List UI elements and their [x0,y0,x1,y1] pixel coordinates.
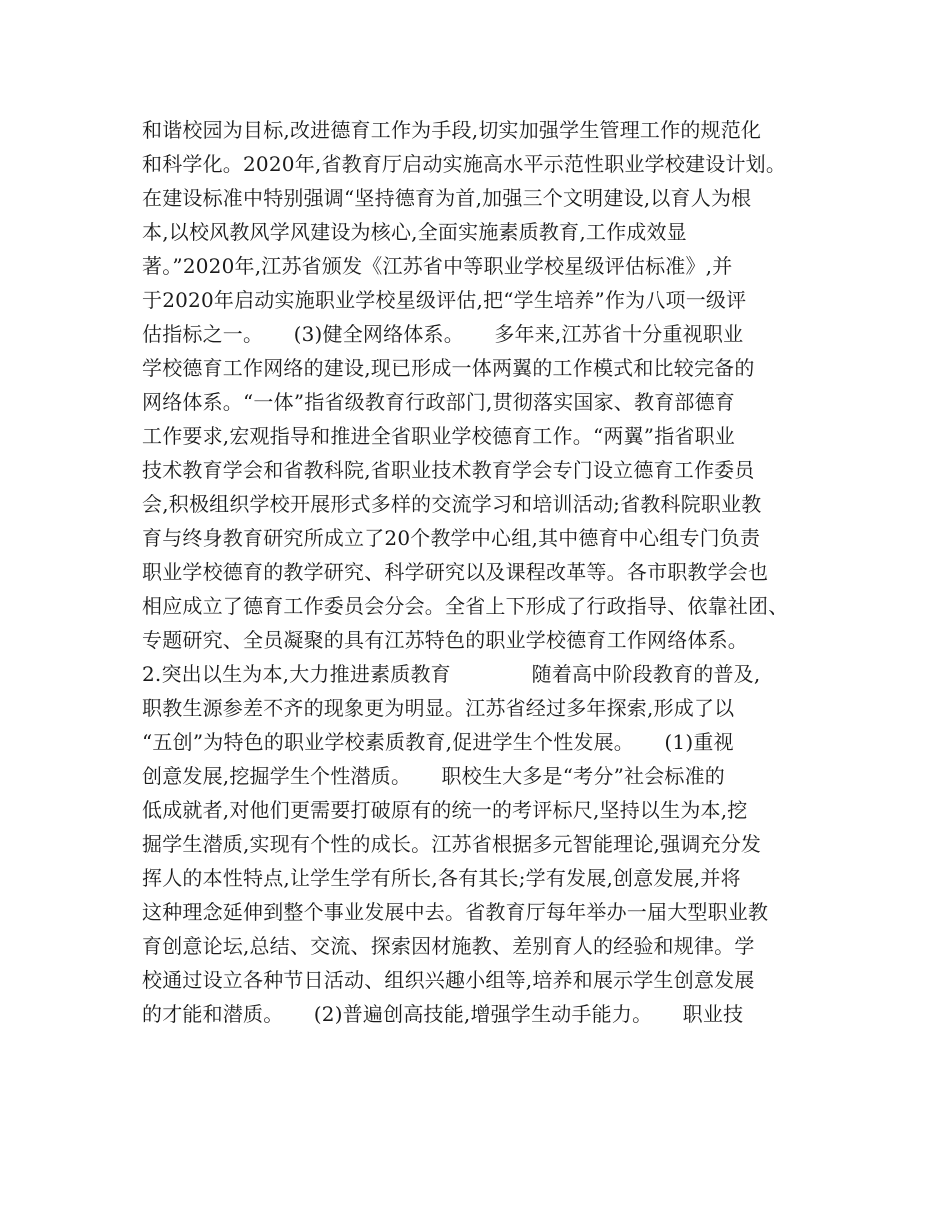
text-line: 在建设标准中特别强调“坚持德育为首,加强三个文明建设,以育人为根 [142,186,752,210]
text-line: 专题研究、全员凝聚的具有江苏特色的职业学校德育工作网络体系。 [142,628,748,652]
text-line: 工作要求,宏观指导和推进全省职业学校德育工作。“两翼”指省职业 [142,424,736,448]
text-line: 的才能和潜质。 (2)普遍创高技能,增强学生动手能力。 职业技 [142,1002,744,1026]
text-line: 校通过设立各种节日活动、组织兴趣小组等,培养和展示学生创意发展 [142,968,755,992]
text-line: 育创意论坛,总结、交流、探索因材施教、差别育人的经验和规律。学 [142,934,755,958]
text-line: 职教生源参差不齐的现象更为明显。江苏省经过多年探索,形成了以 [142,696,735,720]
text-line: 2.突出以生为本,大力推进素质教育 随着高中阶段教育的普及, [142,662,761,686]
text-line: 和谐校园为目标,改进德育工作为手段,切实加强学生管理工作的规范化 [142,118,762,142]
text-line: 挥人的本性特点,让学生学有所长,各有其长;学有发展,创意发展,并将 [142,866,741,890]
text-line: 于2020年启动实施职业学校星级评估,把“学生培养”作为八项一级评 [142,288,747,312]
text-line: 和科学化。2020年,省教育厅启动实施高水平示范性职业学校建设计划。 [142,152,787,176]
text-line: 育与终身教育研究所成立了20个教学中心组,其中德育中心组专门负责 [142,526,761,550]
text-line: 技术教育学会和省教科院,省职业技术教育学会专门设立德育工作委员 [142,458,755,482]
text-line: 估指标之一。 (3)健全网络体系。 多年来,江苏省十分重视职业 [142,322,744,346]
text-line: 学校德育工作网络的建设,现已形成一体两翼的工作模式和比较完备的 [142,356,755,380]
body-text [142,113,822,1031]
text-line: 低成就者,对他们更需要打破原有的统一的考评标尺,坚持以生为本,挖 [142,798,748,822]
text-line: 掘学生潜质,实现有个性的成长。江苏省根据多元智能理论,强调充分发 [142,832,762,856]
text-line: 相应成立了德育工作委员会分会。全省上下形成了行政指导、依靠社团、 [142,594,789,618]
text-line: “五创”为特色的职业学校素质教育,促进学生个性发展。 (1)重视 [142,730,734,754]
text-line: 这种理念延伸到整个事业发展中去。省教育厅每年举办一届大型职业教 [142,900,769,924]
text-line: 职业学校德育的教学研究、科学研究以及课程改革等。各市职教学会也 [142,560,769,584]
text-line: 本,以校风教风学风建设为核心,全面实施素质教育,工作成效显 [142,220,687,244]
text-line: 网络体系。“一体”指省级教育行政部门,贯彻落实国家、教育部德育 [142,390,736,414]
text-line: 创意发展,挖掘学生个性潜质。 职校生大多是“考分”社会标准的 [142,764,726,788]
text-line: 会,积极组织学校开展形式多样的交流学习和培训活动;省教科院职业教 [142,492,762,516]
text-line: 著。”2020年,江苏省颁发《江苏省中等职业学校星级评估标准》,并 [142,254,733,278]
